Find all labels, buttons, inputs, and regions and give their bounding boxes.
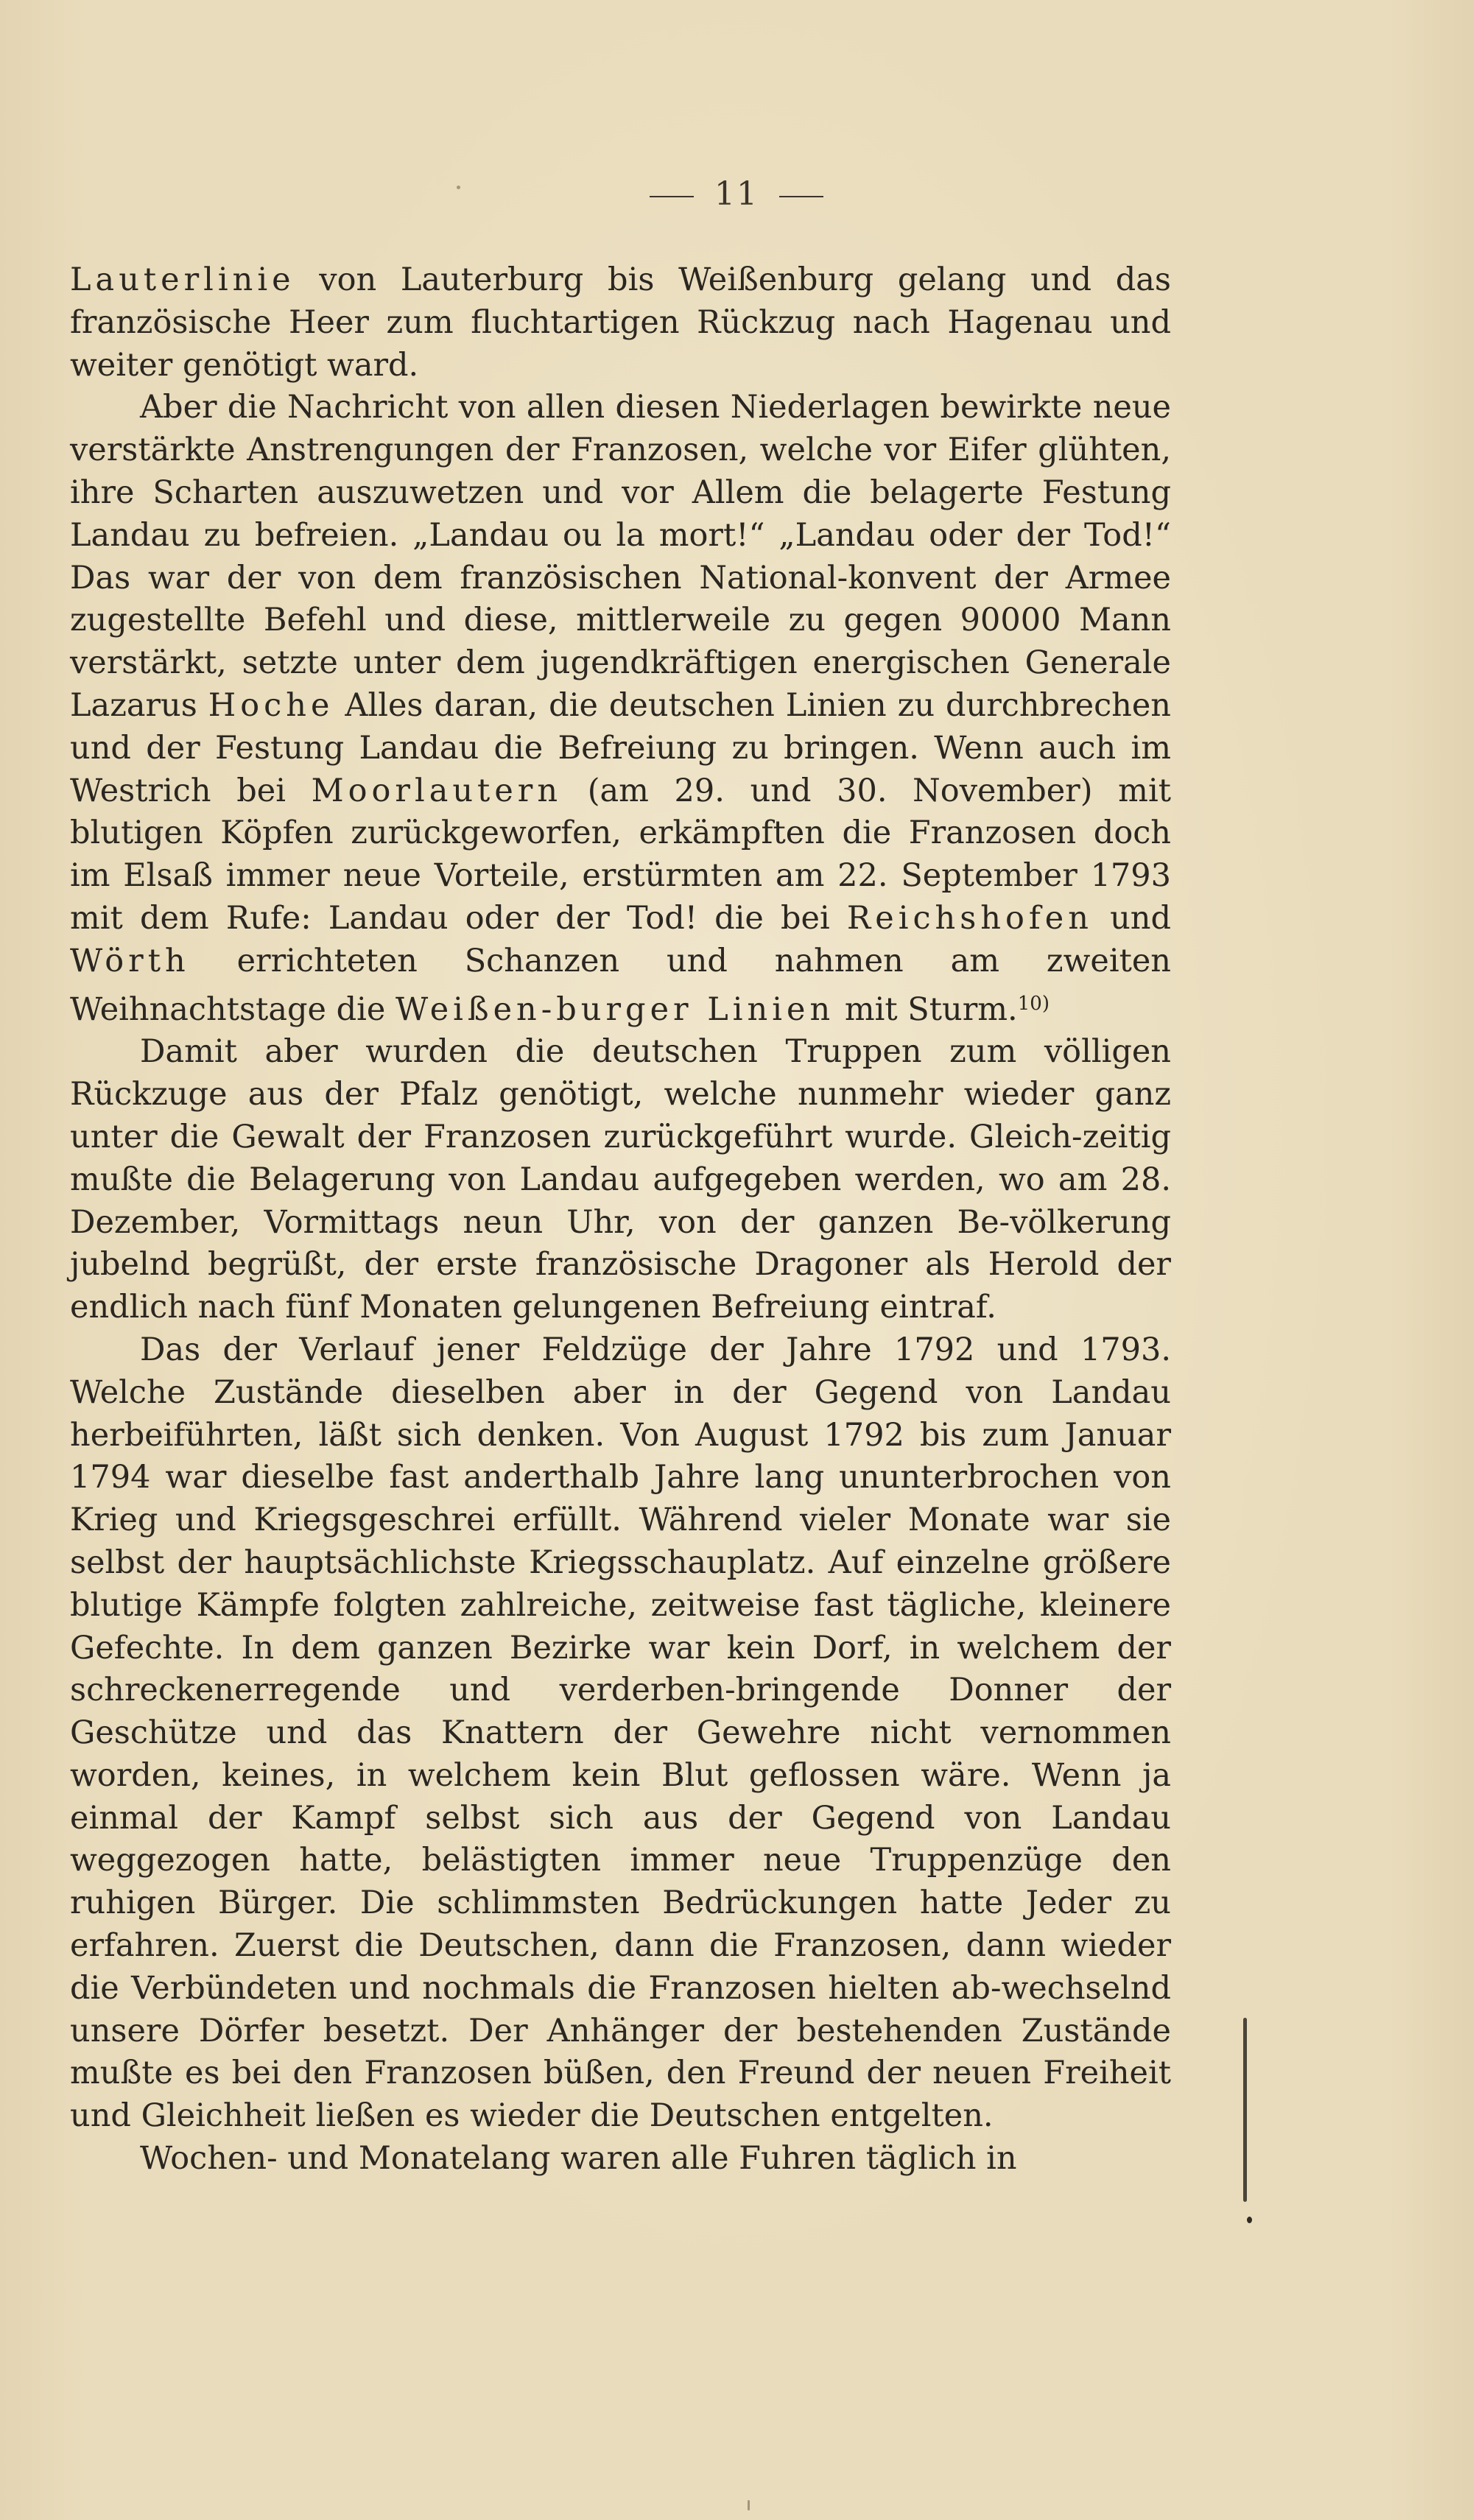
text-run: Das der Verlauf jener Feldzüge der Jahre 1792 und 1793. Welche Zustände dieselben aber in der Gegend von Landau herbeiführten, läßt sich denken. Von August 1792 bis zum Januar 1794 war dieselbe fast anderthalb Jahre lang ununterbrochen von Krieg und Kriegsgeschrei erfüllt. Während vieler Monate war sie selbst der hauptsächlichste Kriegsschauplatz. Auf einzelne größere blutige Kämpfe folgten zahlreiche, zeitweise fast tägliche, kleinere Gefechte. In dem ganzen Bezirke war kein Dorf, in welchem der schreckenerregende und verderben-bringende Donner der Geschütze und das Knattern der Gewehre nicht vernommen worden, keines, in welchem kein Blut geflossen wäre. Wenn ja einmal der Kampf selbst sich aus der Gegend von Landau weggezogen hatte, belästigten immer neue Truppenzüge den ruhigen Bürger. Die schlimmsten Bedrückungen hatte Jeder zu erfahren. Zuerst die Deutschen, dann die Franzosen, dann wieder die Verbündeten und nochmals die Franzosen hielten ab-wechselnd unsere Dörfer besetzt. Der Anhänger der bestehenden Zustände mußte es bei den Franzosen büßen, den Freund der neuen Freiheit und Gleichheit ließen es wieder die Deutschen entgelten. <box>70 1331 1171 2135</box>
paragraph <box>70 1031 1171 1329</box>
spaced-name: Reichshofen <box>846 899 1093 937</box>
text-run: und <box>1092 899 1171 937</box>
text-run: Aber die Nachricht von allen diesen Niederlagen bewirkte neue verstärkte Anstrengungen der Franzosen, welche vor Eifer glühten, ihre Scharten auszuwetzen und vor Allem die belagerte Festung Landau zu befreien. „Landau ou la mort!“ „Landau oder der Tod!“ Das war der von dem französischen National-konvent der Armee zugestellte Befehl und diese, mittlerweile zu gegen 90000 Mann verstärkt, setzte unter dem jugendkräftigen energischen Generale Lazarus <box>70 389 1171 724</box>
paper-speck <box>457 186 460 189</box>
text-run: mit Sturm. <box>834 990 1018 1028</box>
spaced-name: Moorlautern <box>311 772 563 809</box>
text-run: Damit aber wurden die deutschen Truppen zum völligen Rückzuge aus der Pfalz genötigt, welche nunmehr wieder ganz unter die Gewalt der Franzosen zurückgeführt wurde. Gleich-zeitig mußte die Belagerung von Landau aufgegeben werden, wo am 28. Dezember, Vormittags neun Uhr, von der ganzen Be-völkerung jubelnd begrüßt, der erste französische Dragoner als Herold der endlich nach fünf Monaten gelungenen Befreiung eintraf. <box>70 1033 1171 1326</box>
body-text <box>70 259 1171 2181</box>
spaced-name: Weißen-burger Linien <box>396 990 835 1028</box>
paragraph <box>70 387 1171 1031</box>
paragraph <box>70 1329 1171 2138</box>
margin-pencil-mark <box>1243 2018 1247 2202</box>
spaced-name: Hoche <box>208 686 334 724</box>
right-dash <box>779 196 823 197</box>
text-run: Wochen- und Monatelang waren alle Fuhren täglich in <box>140 2140 1017 2178</box>
page-number: 11 <box>714 175 759 213</box>
text-run: errichteten Schanzen und nahmen am zweiten Weihnachtstage die <box>70 942 1171 1028</box>
text-run: von Lauterburg bis Weißenburg gelang und das französische Heer zum fluchtartigen Rückzug nach Hagenau und weiter genötigt ward. <box>70 261 1171 384</box>
paper-speck <box>748 2500 750 2510</box>
left-dash <box>650 196 694 197</box>
running-head <box>0 175 1473 213</box>
spaced-name: Wörth <box>70 942 190 979</box>
paragraph <box>70 259 1171 387</box>
footnote-reference: 10) <box>1017 992 1050 1015</box>
text-run: (am 29. und 30. November) mit blutigen Köpfen zurückgeworfen, erkämpften die Franzosen doch im Elsaß immer neue Vorteile, erstürmten am 22. September 1793 mit dem Rufe: Landau oder der Tod! die bei <box>70 772 1171 937</box>
spaced-name: Lauterlinie <box>70 261 295 298</box>
text-run: Alles daran, die deutschen Linien zu durchbrechen und der Festung Landau die Befreiung zu bringen. Wenn auch im Westrich bei <box>70 686 1172 809</box>
margin-dot-mark <box>1247 2217 1252 2223</box>
paragraph <box>70 2138 1171 2181</box>
